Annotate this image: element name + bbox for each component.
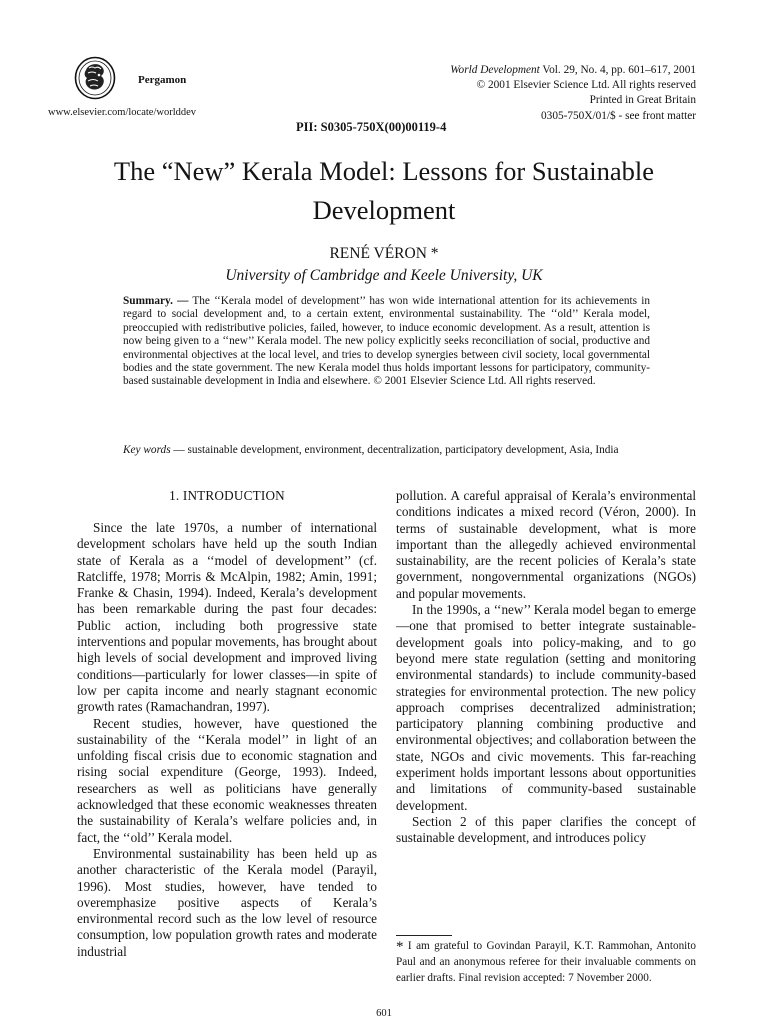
summary-label: Summary. —	[123, 295, 189, 307]
printed-line: Printed in Great Britain	[589, 94, 696, 107]
summary-text: The ‘‘Kerala model of development’’ has won wide international attention for its achievements in regard to social development and, to a certain extent, environmental sustainability. The ‘‘old’’ Kerala model, preoccupied with redistributive policies, failed, however, to induce economic development. As a result, attention is now being given to a ‘‘new’’ Kerala model. The new policy explicitly seeks reconciliation of social, productive and environmental objectives at the local level, and tries to develop synergies between civil society, local governmental bodies and the state government. The new Kerala model thus holds important lessons for participatory, community-based sustainable development in India and elsewhere. © 2001 Elsevier Science Ltd. All rights reserved.	[123, 295, 650, 388]
page-number: 601	[376, 1008, 392, 1019]
keywords	[123, 443, 650, 458]
summary-abstract	[123, 295, 650, 389]
paragraph: pollution. A careful appraisal of Kerala’s environmental conditions indicates a mixed record (Véron, 2000). In terms of sustainable development, what is more important than the allegedly achieved environmental sustainability, are the recent policies of Kerala’s state government, nongovernmental organizations (NGOs) and popular movements.	[396, 488, 696, 601]
body-column-right	[396, 488, 696, 847]
citation-block	[450, 63, 696, 124]
citation-line	[450, 63, 696, 78]
paragraph: Environmental sustainability has been held up as another characteristic of the Kerala model (Parayil, 1996). Most studies, however, have tended to overemphasize positive aspects of Kerala’s environmental record such as the low level of resource consumption, low population growth rates and moderate industrial	[77, 845, 377, 959]
section-heading: 1. INTRODUCTION	[169, 488, 285, 503]
footnote-divider	[396, 935, 452, 936]
issn-line: 0305-750X/01/$ - see front matter	[541, 109, 696, 122]
article-title	[40, 152, 728, 230]
keywords-label: Key words	[123, 444, 171, 456]
pergamon-logo	[74, 56, 116, 100]
author-name: RENÉ VÉRON *	[329, 245, 439, 262]
footnote-text: I am grateful to Govindan Parayil, K.T. Rammohan, Antonito Paul and an anonymous referee for their invaluable comments on earlier drafts. Final revision accepted: 7 November 2000.	[396, 940, 696, 984]
journal-details: Vol. 29, No. 4, pp. 601–617, 2001	[539, 64, 696, 76]
title-line-1: The “New” Kerala Model: Lessons for Sustainable	[113, 156, 655, 186]
paragraph: Recent studies, however, have questioned the sustainability of the ‘‘Kerala model’’ in light of an unfolding fiscal crisis due to economic stagnation and rising social expenditure (George, 1993). Indeed, researchers as well as politicians have generally acknowledged that these economic weaknesses threaten the sustainability of Kerala’s welfare policies and, in fact, the ‘‘old’’ Kerala model.	[77, 715, 377, 845]
paragraph: In the 1990s, a ‘‘new’’ Kerala model began to emerge—one that promised to better integrate sustainable-development goals into policy-making, and to go beyond mere state regulation (setting and monitoring environmental standards) to include community-based strategies for environmental protection. The new policy approach comprises decentralized administration; participatory planning combining productive and environmental objectives; and collaboration between the state, NGOs and civic movements. This far-reaching experiment holds important lessons about opportunities and limitations of community-based sustainable development.	[396, 602, 696, 813]
journal-url[interactable]: www.elsevier.com/locate/worlddev	[48, 107, 197, 118]
publisher-name: Pergamon	[138, 74, 187, 86]
journal-name: World Development	[450, 64, 540, 76]
paragraph: Section 2 of this paper clarifies the concept of sustainable development, and introduces policy	[396, 813, 696, 846]
footnote-mark: *	[396, 939, 404, 955]
author-affiliation: University of Cambridge and Keele University, UK	[225, 267, 543, 284]
keywords-text: — sustainable development, environment, decentralization, participatory development, Asia, India	[170, 444, 619, 456]
copyright-line: © 2001 Elsevier Science Ltd. All rights reserved	[476, 79, 696, 92]
paragraph: Since the late 1970s, a number of international development scholars have held up the south Indian state of Kerala as a ‘‘model of development’’ (cf. Ratcliffe, 1978; Morris & McAlpin, 1982; Amin, 1991; Franke & Chasin, 1994). Indeed, Kerala’s development has been remarkable during the past four decades: Public action, including both progressive state interventions and popular movements, has brought about high levels of social development and improved living conditions—particularly for lower classes—in spite of low per capita income and nearly stagnant economic growth rates (Ramachandran, 1997).	[77, 520, 377, 715]
footnote	[396, 939, 696, 986]
pii-identifier: PII: S0305-750X(00)00119-4	[296, 120, 447, 134]
body-column-left	[77, 520, 377, 960]
title-line-2: Development	[312, 195, 456, 225]
